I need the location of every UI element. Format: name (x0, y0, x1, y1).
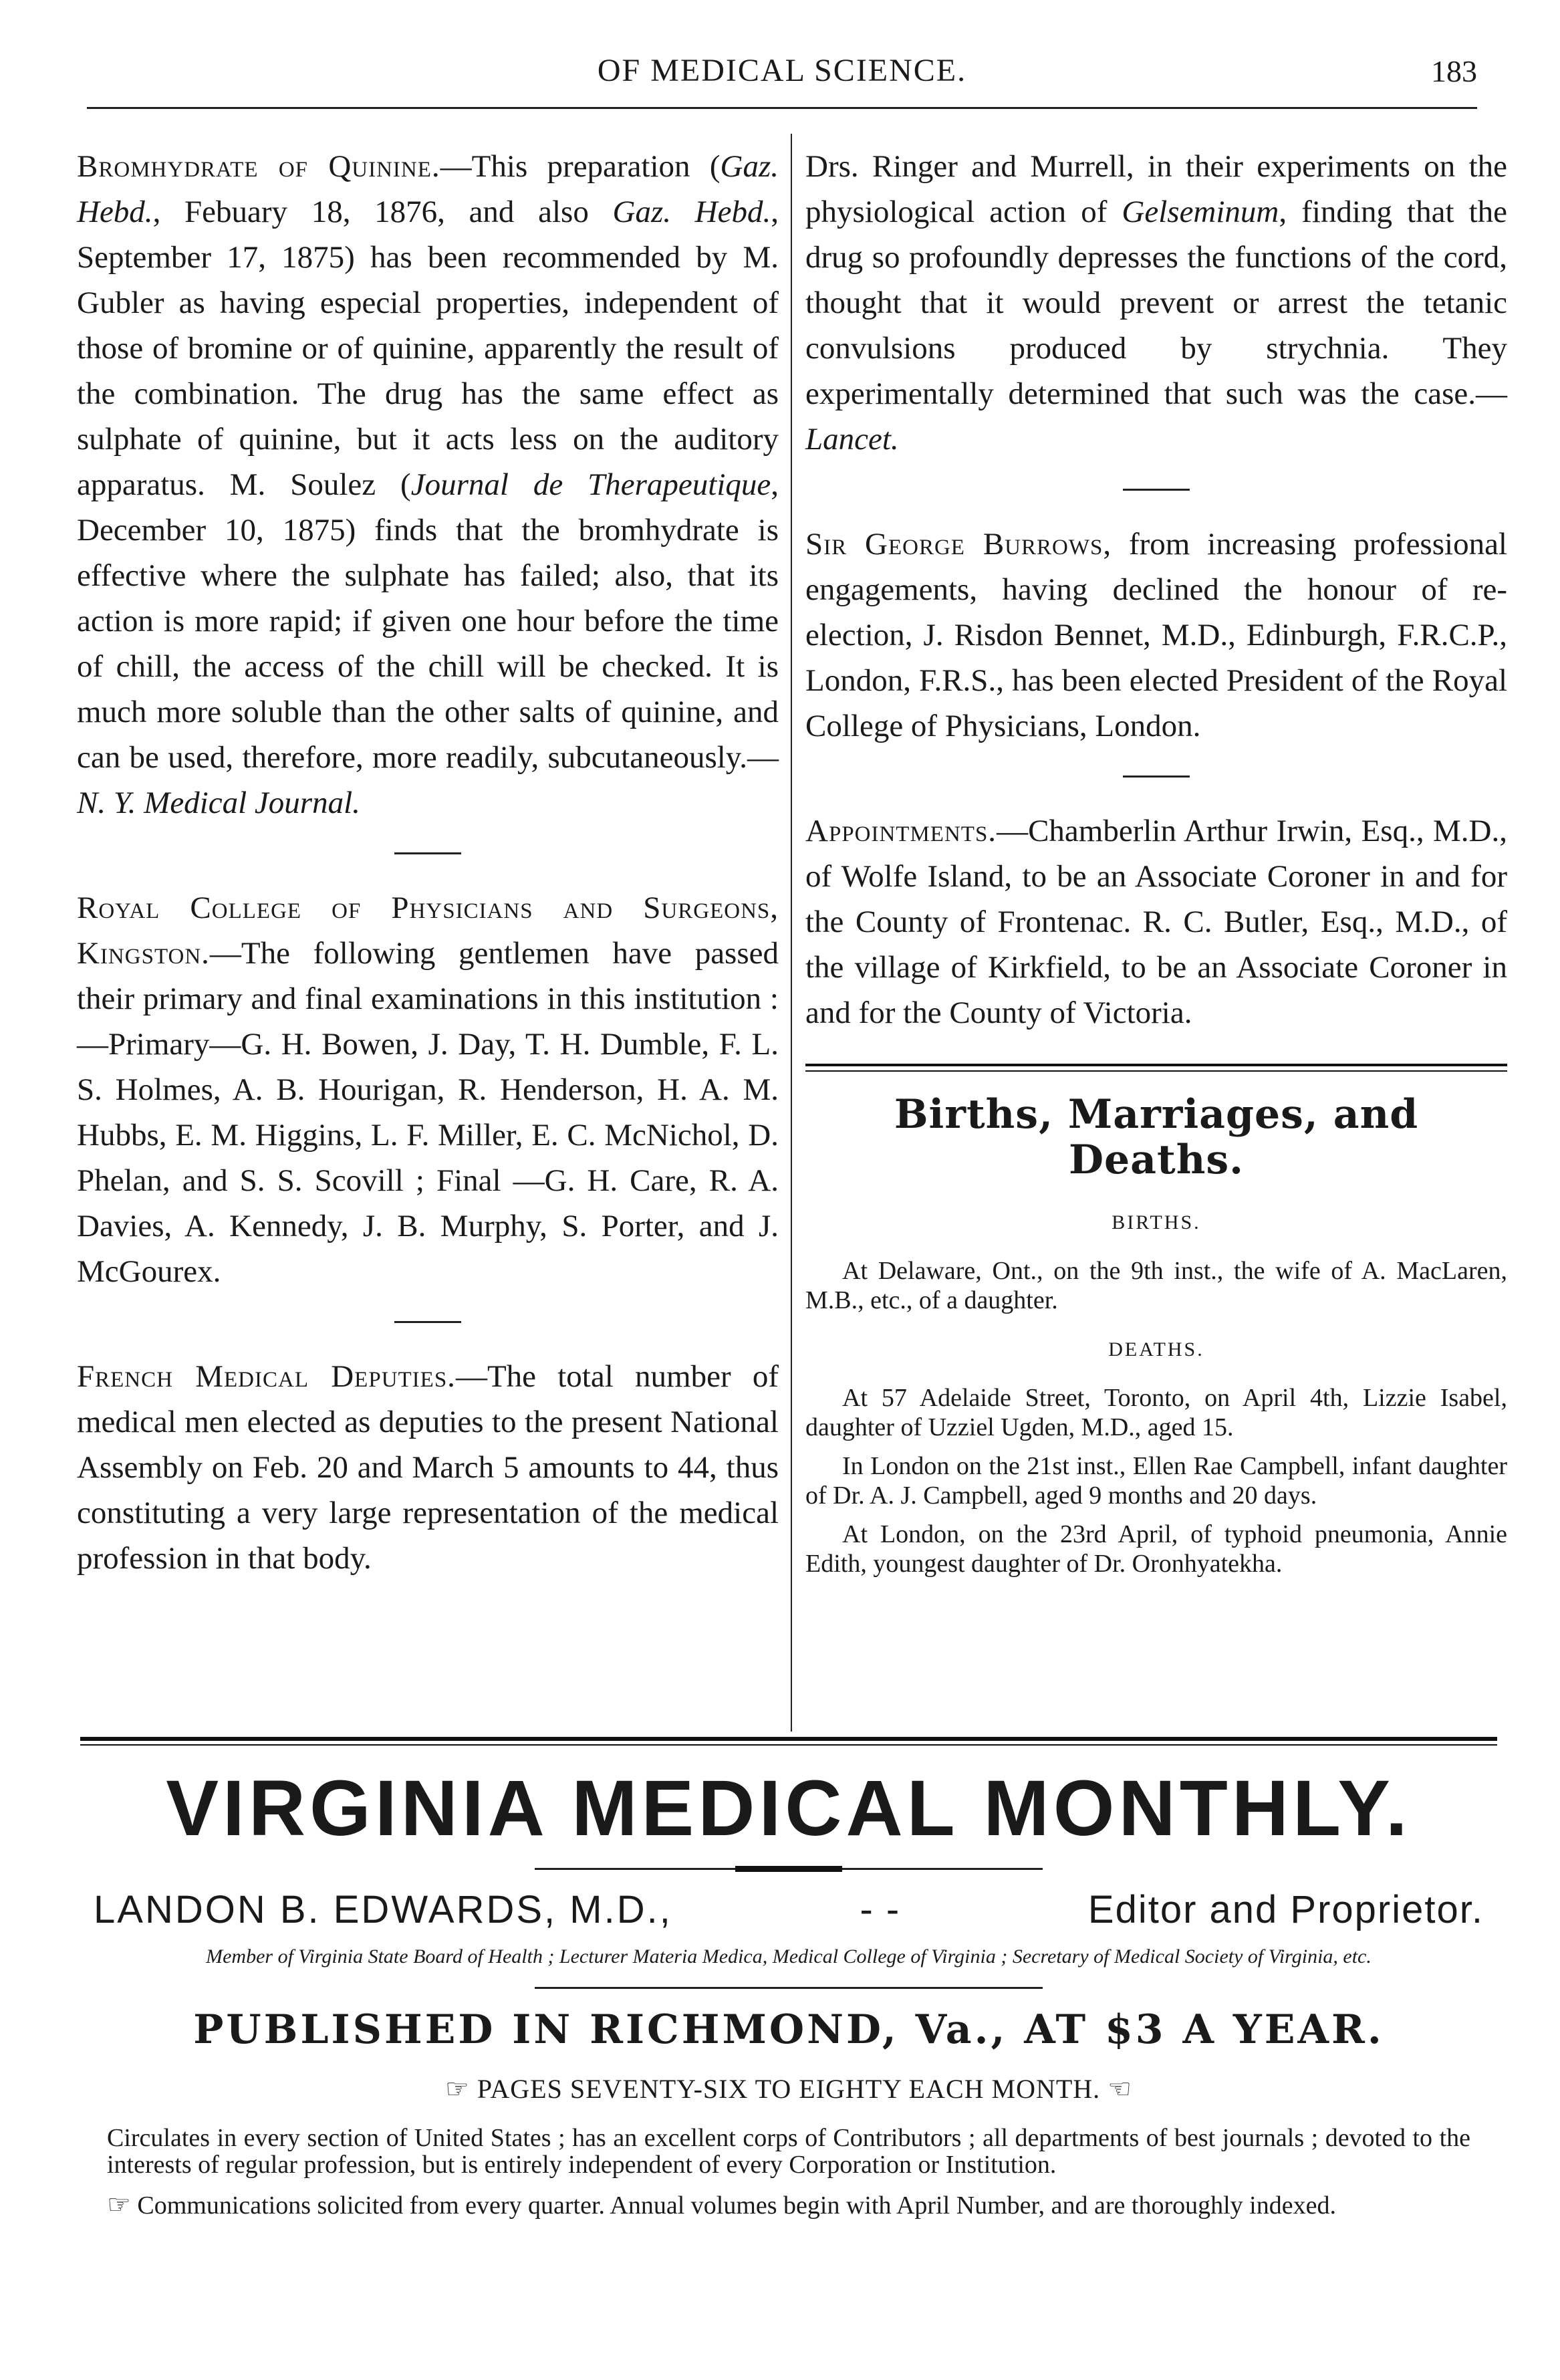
editor-role: Editor and Proprietor. (1087, 1888, 1484, 1931)
citation: Gaz. Hebd. (77, 149, 779, 229)
article-text: from increasing professional engagements, having declined the honour of re-election, J. Risdon Bennet, M.D., Edinburgh, F.R.C.P., London, F.R.S., has been elected President of the Royal College of Physicians, London. (805, 527, 1507, 743)
article-text: Drs. Ringer and Murrell, in their experiments on the physiological action of (805, 149, 1507, 229)
article-royal-college (77, 885, 779, 1294)
article-gelseminum (805, 144, 1507, 462)
communications-text: Communications solicited from every quarter. Annual volumes begin with April Number, and are thoroughly indexed. (137, 2191, 1336, 2220)
pointing-hand-icon: ☞ (444, 2074, 470, 2104)
article-text: —The total number of medical men elected as deputies to the present National Assembly on Feb. 20 and March 5 amounts to 44, thus constituting a very large representation of the medical profession in that body. (77, 1359, 779, 1576)
article-text: —This preparation ( (440, 149, 721, 184)
article-text: , finding that the drug so profoundly depresses the functions of the cord, thought that it would prevent or arrest the tetanic convulsions produced by strychnia. They experimentally determined that such was the case.— (805, 195, 1507, 411)
double-rule (805, 1064, 1507, 1072)
death-notice: At 57 Adelaide Street, Toronto, on April 4th, Lizzie Isabel, daughter of Uzziel Ugden, M.D., aged 15. (805, 1384, 1507, 1441)
article-text: —Chamberlin Arthur Irwin, Esq., M.D., of Wolfe Island, to be an Associate Coroner in and for the County of Frontenac. R. C. Butler, Esq., M.D., of the village of Kirkfield, to be an Associate Coroner in and for the County of Victoria. (805, 814, 1507, 1030)
article-text: , September 17, 1875) has been recommended by M. Gubler as having especial properties, independent of those of bromine or of quinine, apparently the result of the combination. The drug has the same effect as sulphate of quinine, but it acts less on the auditory apparatus. M. Soulez ( (77, 195, 779, 502)
source-citation: N. Y. Medical Journal. (77, 786, 360, 820)
drug-name: Gelseminum (1122, 195, 1279, 229)
bmd-title: Births, Marriages, and Deaths. (894, 1091, 1419, 1183)
pages-line (80, 2073, 1497, 2105)
communications-paragraph (80, 2191, 1497, 2219)
article-text: , December 10, 1875) finds that the bromhydrate is effective where the sulphate has failed; also, that its action is more rapid; if given one hour before the time of chill, the access of the chill will be checked. It is much more soluble than the other salts of quinine, and can be used, therefore, more readily, subcutaneously.— (77, 467, 779, 775)
editor-credentials: Member of Virginia State Board of Health ; Lecturer Materia Medica, Medical College of Virginia ; Secretary of Medical Society of Virginia, etc. (206, 1945, 1372, 1968)
page-number: 183 (1431, 54, 1477, 88)
ad-rule (535, 1868, 1043, 1870)
citation: Journal de Therapeutique (410, 467, 771, 502)
pointing-hand-left-icon: ☜ (1108, 2074, 1133, 2104)
running-header (87, 40, 1477, 114)
birth-notice: At Delaware, Ont., on the 9th inst., the wife of A. MacLaren, M.B., etc., of a daughter. (805, 1257, 1507, 1314)
left-column (77, 144, 779, 1581)
right-column (805, 144, 1507, 1588)
death-notice: In London on the 21st inst., Ellen Rae Campbell, infant daughter of Dr. A. J. Campbell, aged 9 months and 20 days. (805, 1452, 1507, 1510)
ad-title: VIRGINIA MEDICAL MONTHLY. (166, 1764, 1412, 1853)
article-heading: Appointments. (805, 814, 997, 848)
header-title: OF MEDICAL SCIENCE. (597, 53, 967, 88)
section-rule (394, 1321, 461, 1323)
pointing-hand-icon: ☞ (107, 2189, 131, 2220)
death-notice: At London, on the 23rd April, of typhoid pneumonia, Annie Edith, youngest daughter of Dr. Oronhyatekha. (805, 1520, 1507, 1578)
ad-rule (535, 1987, 1043, 1989)
pages-text: PAGES SEVENTY-SIX TO EIGHTY EACH MONTH. (477, 2074, 1101, 2104)
editor-dashes: - - (860, 1888, 901, 1931)
article-heading: Royal College of Physicians and Surgeons, Kingston. (77, 890, 779, 971)
article-text: —The following gentlemen have passed their primary and final examinations in this institution :—Primary—G. H. Bowen, J. Day, T. H. Dumble, F. L. S. Holmes, A. B. Hourigan, R. Henderson, H. A. M. Hubbs, E. M. Higgins, L. F. Miller, E. C. McNichol, D. Phelan, and S. S. Scovill ; Final —G. H. Care, R. A. Davies, A. Kennedy, J. B. Murphy, S. Porter, and J. McGourex. (77, 936, 779, 1289)
article-french-deputies (77, 1354, 779, 1581)
citation: Gaz. Hebd. (612, 195, 771, 229)
article-text: , Febuary 18, 1876, and also (152, 195, 613, 229)
article-heading: French Medical Deputies. (77, 1359, 456, 1394)
heavy-rule (80, 1737, 1497, 1746)
births-label: BIRTHS. (1112, 1211, 1201, 1233)
section-rule (1123, 776, 1190, 778)
source-citation: Lancet. (805, 422, 899, 457)
article-bromhydrate (77, 144, 779, 826)
advertisement (80, 1765, 1497, 2219)
deaths-label: DEATHS. (1108, 1338, 1204, 1360)
circulates-text: Circulates in every section of United States ; has an excellent corps of Contributors ; all departments of best journals ; devoted to the interests of regular profession, but is entirely independent of every Corporation or Institution. (107, 2124, 1470, 2179)
editor-line (80, 1887, 1497, 1932)
section-rule (1123, 489, 1190, 491)
editor-name: LANDON B. EDWARDS, M.D., (94, 1888, 672, 1931)
published-line: PUBLISHED IN RICHMOND, Va., AT $3 A YEAR. (193, 2006, 1384, 2053)
article-heading: Sir George Burrows, (805, 527, 1112, 562)
header-rule (87, 107, 1477, 109)
article-appointments (805, 808, 1507, 1036)
section-rule (394, 852, 461, 854)
column-divider (791, 134, 792, 1732)
article-burrows (805, 521, 1507, 749)
article-heading: Bromhydrate of Quinine. (77, 149, 440, 184)
